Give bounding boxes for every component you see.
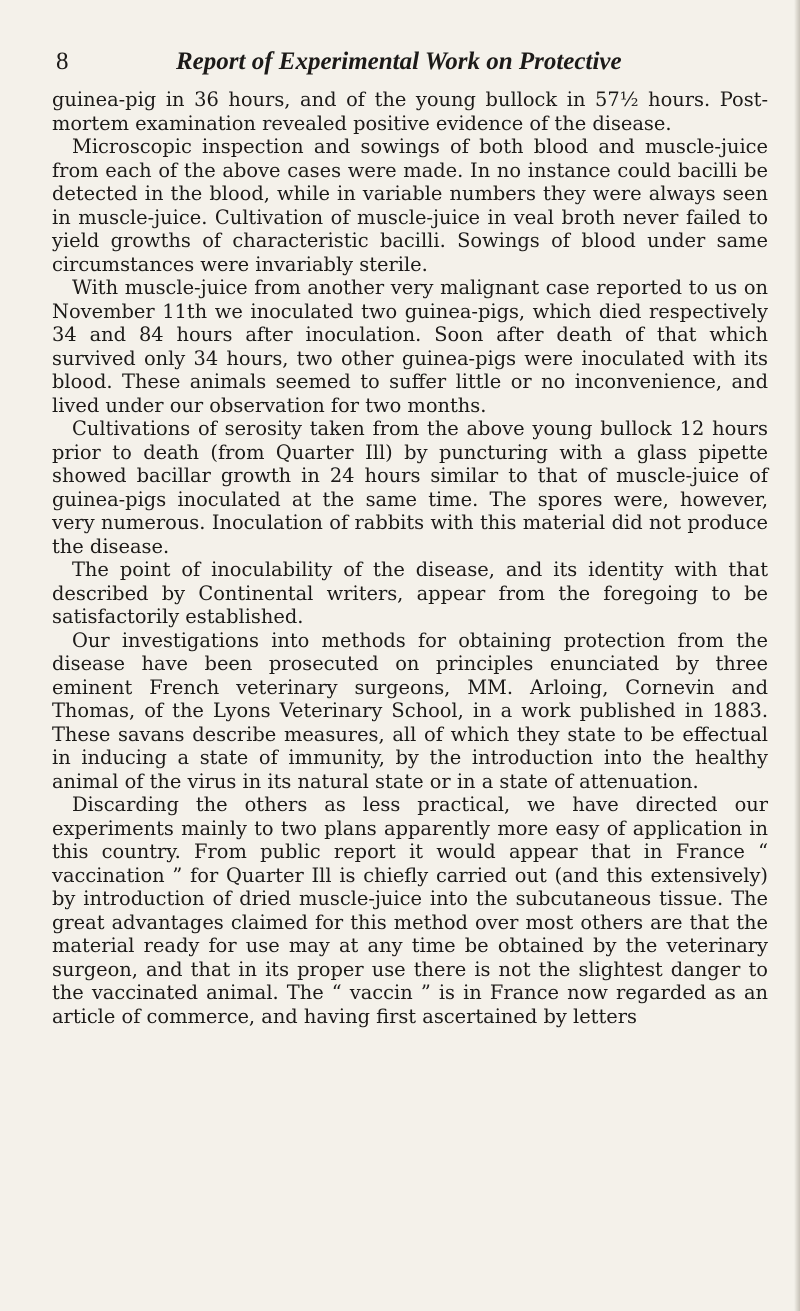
page-edge-shadow: [794, 0, 800, 1311]
page-number: 8: [56, 48, 69, 75]
paragraph: Cultivations of serosity taken from the above young bullock 12 hours prior to death (from Quarter Ill) by puncturing with a glass pipette showed bacillar growth in 24 hours similar to that of muscle-juice of guinea-pigs inoculated at the same time. The spores were, however, very numerous. Inoculation of rabbits with this material did not produce the disease.: [52, 417, 768, 558]
paragraph: Discarding the others as less practical, we have directed our experiments mainly to two plans apparently more easy of application in this country. From public report it would appear that in France “ vaccination ” for Quarter Ill is chiefly carried out (and this extensively) by introduction of dried muscle-juice into the subcutaneous tissue. The great advantages claimed for this method over most others are that the material ready for use may at any time be obtained by the veterinary surgeon, and that in its proper use there is not the slightest danger to the vaccinated animal. The “ vaccin ” is in France now regarded as an article of commerce, and having first ascertained by letters: [52, 793, 768, 1028]
paragraph: guinea-pig in 36 hours, and of the young bullock in 57½ hours. Post-mortem examination revealed positive evidence of the disease.: [52, 88, 768, 135]
running-title: Report of Experimental Work on Protective: [176, 48, 622, 75]
paragraph: With muscle-juice from another very malignant case reported to us on November 11th we inoculated two guinea-pigs, which died respectively 34 and 84 hours after inoculation. Soon after death of that which survived only 34 hours, two other guinea-pigs were inoculated with its blood. These animals seemed to suffer little or no inconvenience, and lived under our observation for two months.: [52, 276, 768, 417]
body-text: [52, 88, 768, 1028]
paragraph: Microscopic inspection and sowings of both blood and muscle-juice from each of the above cases were made. In no instance could bacilli be detected in the blood, while in variable numbers they were always seen in muscle-juice. Cultivation of muscle-juice in veal broth never failed to yield growths of characteristic bacilli. Sowings of blood under same circumstances were invariably sterile.: [52, 135, 768, 276]
paragraph: The point of inoculability of the disease, and its identity with that described by Continental writers, appear from the foregoing to be satisfactorily established.: [52, 558, 768, 628]
paragraph: Our investigations into methods for obtaining protection from the disease have been prosecuted on principles enunciated by three eminent French veterinary surgeons, MM. Arloing, Cornevin and Thomas, of the Lyons Veterinary School, in a work published in 1883. These savans describe measures, all of which they state to be effectual in inducing a state of immunity, by the introduction into the healthy animal of the virus in its natural state or in a state of attenuation.: [52, 628, 768, 793]
page-header: [40, 48, 760, 88]
